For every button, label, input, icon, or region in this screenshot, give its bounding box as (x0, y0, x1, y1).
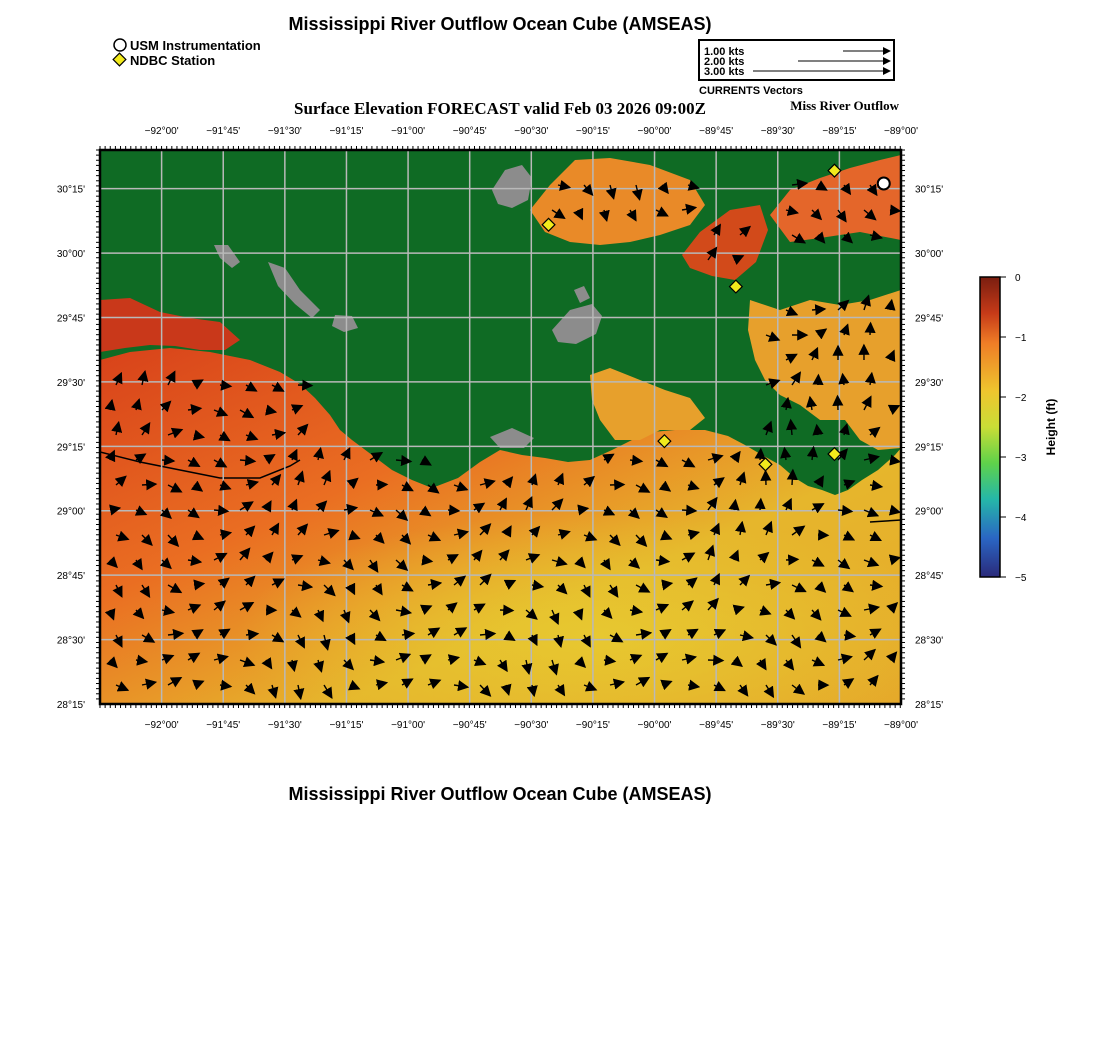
colorbar-ticks (1000, 273, 1027, 584)
x-tick-label-bottom: −90°00' (637, 720, 672, 731)
colorbar-tick-label: −4 (1015, 513, 1027, 524)
usm-legend-icon (114, 39, 126, 51)
x-tick-label-top: −91°30' (267, 126, 302, 137)
footer-title: Mississippi River Outflow Ocean Cube (AMSEAS) (288, 784, 712, 804)
y-tick-label-left: 29°45' (56, 313, 85, 325)
x-tick-label-bottom: −91°30' (267, 720, 302, 731)
x-tick-label-top: −91°00' (391, 126, 426, 137)
ndbc-legend-icon (113, 53, 126, 66)
x-tick-label-top: −90°30' (514, 126, 549, 137)
y-tick-label-left: 29°15' (56, 442, 85, 454)
vector-key-title: CURRENTS Vectors (699, 85, 803, 97)
y-tick-label-left: 28°15' (56, 700, 85, 711)
colorbar-tick-label: 0 (1015, 273, 1021, 284)
colorbar-tick-label: −5 (1015, 573, 1027, 584)
ndbc-legend-label: NDBC Station (130, 53, 216, 68)
x-tick-label-bottom: −90°45' (452, 720, 487, 731)
forecast-subtitle: Surface Elevation FORECAST valid Feb 03 2026 09:00Z (294, 99, 706, 118)
x-tick-label-top: −90°45' (452, 126, 487, 137)
vector-key-label: 1.00 kts (704, 46, 745, 58)
x-tick-label-bottom: −90°30' (514, 720, 549, 731)
x-tick-label-top: −89°00' (884, 126, 918, 137)
y-tick-label-left: 29°30' (56, 377, 85, 389)
region-label: Miss River Outflow (790, 98, 899, 113)
y-tick-label-right: 30°00' (915, 249, 944, 261)
current-vector (448, 510, 459, 511)
x-tick-label-bottom: −92°00' (144, 720, 179, 731)
current-vector (792, 470, 793, 485)
y-tick-label-right: 30°15' (915, 184, 944, 196)
colorbar-tick-label: −3 (1015, 453, 1027, 464)
y-tick-label-right: 29°30' (915, 377, 944, 389)
sea-yellow-zone (100, 432, 901, 704)
x-tick-label-bottom: −89°45' (699, 720, 734, 731)
usm-station-marker (878, 177, 890, 189)
y-tick-label-right: 28°15' (915, 700, 944, 711)
current-vector (500, 610, 513, 611)
x-tick-label-bottom: −91°15' (329, 720, 364, 731)
colorbar-box (980, 277, 1000, 577)
x-tick-label-top: −89°30' (760, 126, 795, 137)
x-tick-label-bottom: −89°00' (884, 720, 918, 731)
x-tick-label-top: −90°00' (637, 126, 672, 137)
current-vector (760, 449, 761, 460)
current-vector (870, 323, 871, 335)
x-tick-label-bottom: −91°45' (206, 720, 241, 731)
current-vector (142, 484, 156, 485)
x-tick-label-top: −91°15' (329, 126, 364, 137)
y-tick-label-left: 30°15' (56, 184, 85, 196)
x-tick-label-bottom: −91°00' (391, 720, 426, 731)
x-tick-label-top: −92°00' (144, 126, 179, 137)
current-vector (376, 484, 387, 485)
page-title: Mississippi River Outflow Ocean Cube (AMSEAS) (288, 14, 712, 34)
colorbar-label: Height (ft) (1044, 398, 1058, 456)
current-vector (708, 660, 723, 661)
current-vector (786, 559, 798, 560)
y-tick-label-left: 29°00' (56, 506, 85, 518)
y-tick-label-right: 29°15' (915, 442, 944, 454)
y-tick-label-right: 28°45' (915, 571, 944, 583)
y-tick-label-right: 28°30' (915, 635, 944, 647)
x-tick-label-bottom: −89°30' (760, 720, 795, 731)
current-vector (760, 499, 761, 510)
map-panel (100, 150, 901, 704)
colorbar-tick-label: −2 (1015, 393, 1027, 404)
colorbar-tick-label: −1 (1015, 333, 1027, 344)
current-vector (162, 460, 174, 461)
x-tick-label-top: −89°45' (699, 126, 734, 137)
vector-key-label: 2.00 kts (704, 56, 745, 68)
x-tick-label-top: −91°45' (206, 126, 241, 137)
y-tick-label-left: 28°30' (56, 635, 85, 647)
current-vector (890, 210, 900, 211)
x-tick-label-bottom: −90°15' (575, 720, 610, 731)
x-tick-label-top: −89°15' (822, 126, 857, 137)
x-tick-label-top: −90°15' (575, 126, 610, 137)
vector-key-label: 3.00 kts (704, 66, 745, 78)
current-vector (682, 510, 696, 511)
current-vector (298, 385, 312, 386)
y-tick-label-left: 30°00' (56, 249, 85, 261)
y-tick-label-right: 29°00' (915, 506, 944, 518)
y-tick-label-right: 29°45' (915, 313, 944, 325)
usm-legend-label: USM Instrumentation (130, 38, 261, 53)
x-tick-label-bottom: −89°15' (822, 720, 857, 731)
y-tick-label-left: 28°45' (56, 571, 85, 583)
